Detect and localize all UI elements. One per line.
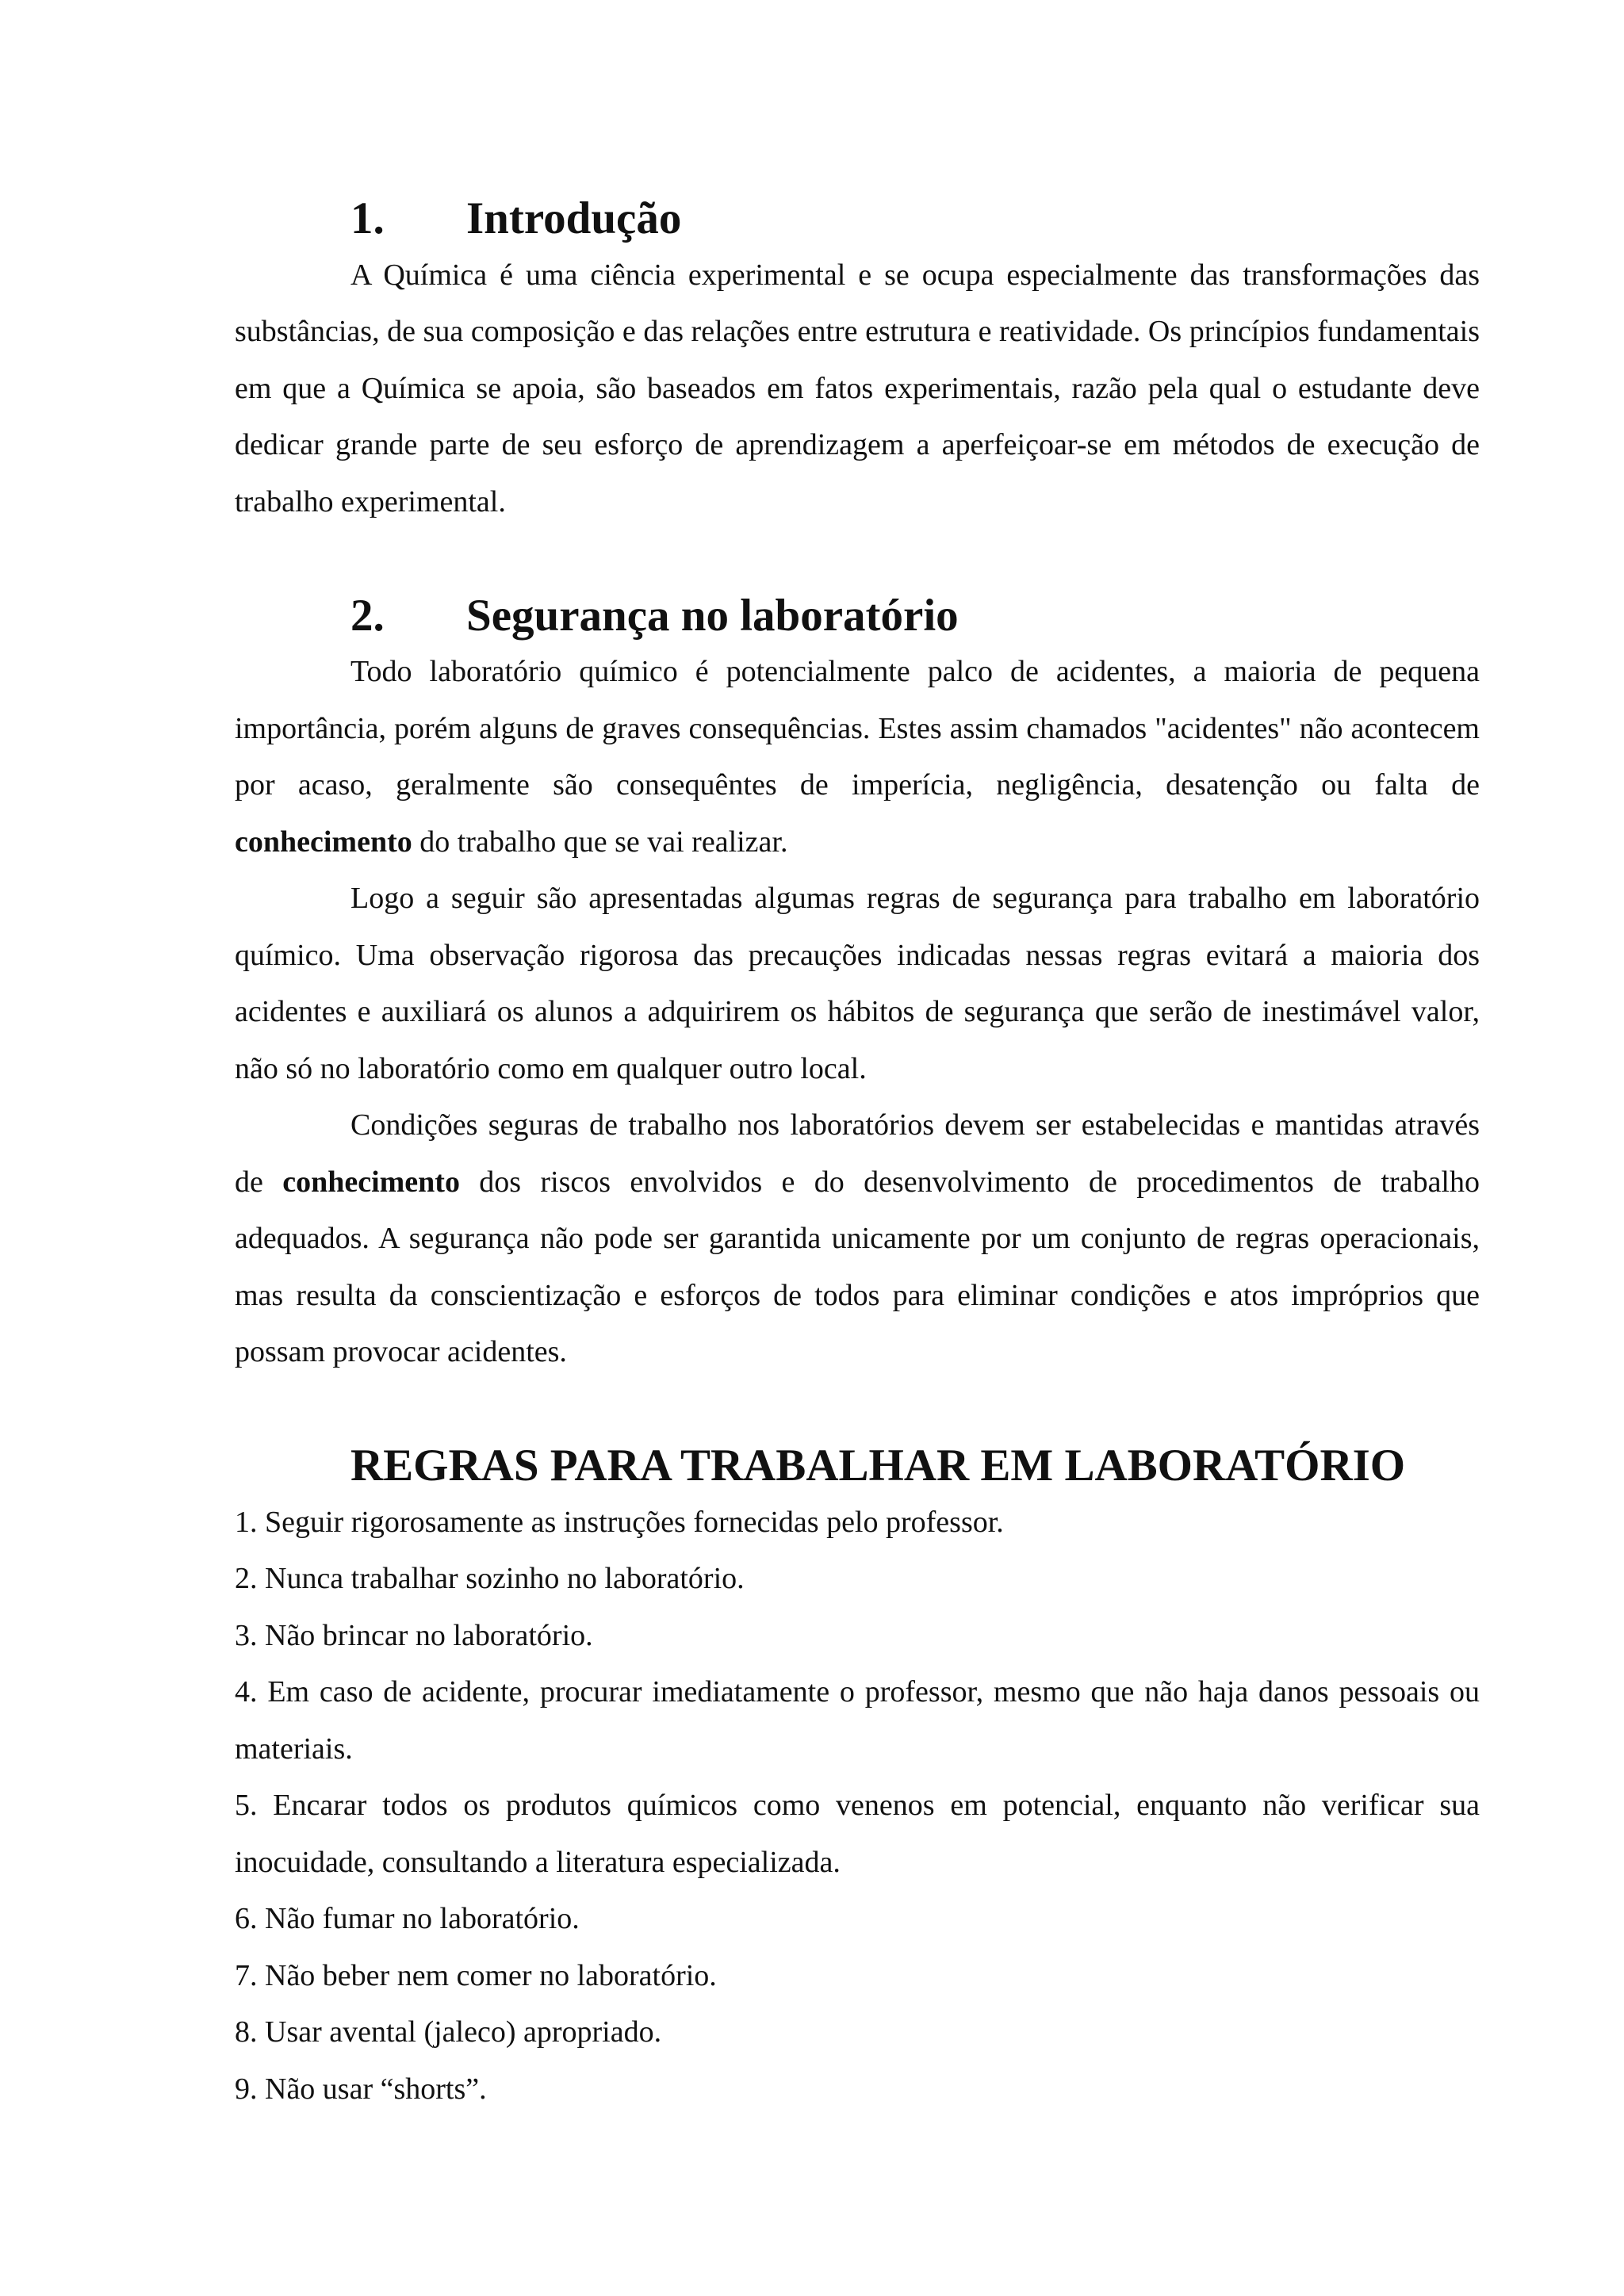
rule-item: 9. Não usar “shorts”.: [235, 2072, 487, 2106]
rules-list: [235, 1494, 1480, 2118]
spacer: [235, 1381, 1480, 1438]
rules-title: REGRAS PARA TRABALHAR EM LABORATÓRIO: [350, 1441, 1406, 1490]
rule-item: 3. Não brincar no laboratório.: [235, 1618, 593, 1652]
safety-paragraph-2: Logo a seguir são apresentadas algumas regras de segurança para trabalho em laboratório químico. Uma observação rigorosa das precauções indicadas nessas regras evitará a maioria dos acidentes e auxiliará os alunos a adquirirem os hábitos de segurança que serão de inestimável valor, não só no laboratório como em qualquer outro local.: [235, 882, 1480, 1085]
rule-item: 1. Seguir rigorosamente as instruções fornecidas pelo professor.: [235, 1505, 1004, 1539]
section-heading-seguranca: [235, 587, 1480, 645]
section-title: Segurança no laboratório: [466, 590, 959, 641]
section-heading-introducao: [235, 190, 1480, 247]
text-run: Condições seguras de trabalho nos laboratórios devem ser estabelecidas e mantidas através de: [235, 1108, 1480, 1199]
text-run: dos riscos envolvidos e do desenvolvimento de procedimentos de trabalho adequados. A segurança não pode ser garantida unicamente por um conjunto de regras operacionais, mas resulta da conscientização e esforços de todos para eliminar condições e atos impróprios que possam provocar acidentes.: [235, 1165, 1480, 1368]
rule-item: 2. Nunca trabalhar sozinho no laboratório.: [235, 1562, 745, 1595]
rule-item: 7. Não beber nem comer no laboratório.: [235, 1958, 717, 1992]
rule-item: 8. Usar avental (jaleco) apropriado.: [235, 2015, 662, 2049]
section-number: 2.: [350, 590, 385, 641]
text-run: do trabalho que se vai realizar.: [412, 825, 788, 859]
rule-item: 6. Não fumar no laboratório.: [235, 1902, 580, 1935]
text-run: Todo laboratório químico é potencialmente palco de acidentes, a maioria de pequena importância, porém alguns de graves consequências. Estes assim chamados "acidentes" não acontecem por acaso, geralmente são consequêntes de imperícia, negligência, desatenção ou falta de: [235, 655, 1480, 802]
intro-paragraph: A Química é uma ciência experimental e se ocupa especialmente das transformações das substâncias, de sua composição e das relações entre estrutura e reatividade. Os princípios fundamentais em que a Química se apoia, são baseados em fatos experimentais, razão pela qual o estudante deve dedicar grande parte de seu esforço de aprendizagem a aperfeiçoar-se em métodos de execução de trabalho experimental.: [235, 258, 1480, 519]
section-number: 1.: [350, 193, 385, 243]
safety-paragraph-1: [235, 644, 1480, 871]
bold-keyword: conhecimento: [282, 1165, 460, 1199]
rule-item: 4. Em caso de acidente, procurar imediatamente o professor, mesmo que não haja danos pessoais ou materiais.: [235, 1675, 1480, 1766]
document-page: [235, 190, 1480, 2118]
section-title: Introdução: [466, 193, 682, 243]
spacer: [235, 530, 1480, 587]
safety-paragraph-3: [235, 1097, 1480, 1381]
bold-keyword: conhecimento: [235, 825, 412, 859]
rule-item: 5. Encarar todos os produtos químicos como venenos em potencial, enquanto não verificar sua inocuidade, consultando a literatura especializada.: [235, 1789, 1480, 1879]
